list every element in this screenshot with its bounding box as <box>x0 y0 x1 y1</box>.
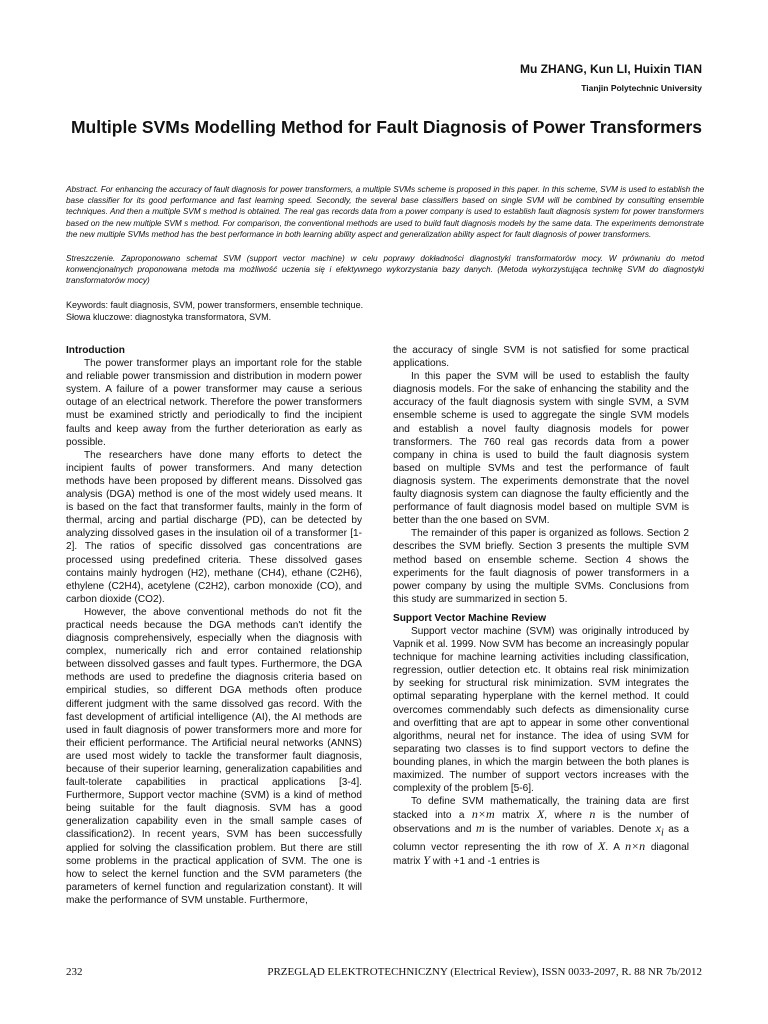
keywords-block <box>66 299 363 323</box>
paper-title: Multiple SVMs Modelling Method for Fault Diagnosis of Power Transformers <box>70 117 702 137</box>
math-subscript-i: i <box>660 827 664 839</box>
streszczenie: Streszczenie. Zaproponowano schemat SVM (support vector machine) w celu poprawy dokładności diagnostyki transformatorów mocy. W prównaniu do metod konwencjonalnych proponowana metoda ma możliwość uczenia się i efektywnego wykorzystania bazy danych. (Metoda wykorzystująca technikę SVM do diagnostyki transformatorów mocy) <box>66 254 704 286</box>
math-n: n <box>589 807 596 822</box>
paragraph: The power transformer plays an important role for the stable and reliable power transmission and distribution in modern power system. A failure of a power transformer may cause a serious outage of an electrical network. Therefore the power transformers must be examined strictly and periodically to find the incipient faults and keep away from the further deterioration as early as possible. <box>66 358 362 448</box>
math-n-by-n: n×n <box>625 838 646 853</box>
paragraph: In this paper the SVM will be used to establish the faulty diagnosis models. For the sake of enhancing the stability and the accuracy of the fault diagnosis system with single SVM, a SVM ensemble scheme is used to aggregate the single SVM models and establish a novel faulty diagnosis models for power transformers. The 760 real gas records data from a power company in china is used to build the fault diagnosis system based on multiple SVMs and test the performance of fault diagnosis system. The experiments demonstrate that the novel faulty diagnosis system can diagnose the faulty efficiently and the performance of fault diagnosis model based on multiple SVM is better than the one based on SVM. <box>393 371 689 527</box>
math-n-by-m: n×m <box>471 807 495 822</box>
math-X: X <box>598 838 606 853</box>
authors: Mu ZHANG, Kun LI, Huixin TIAN <box>520 62 702 76</box>
paragraph: The remainder of this paper is organized as follows. Section 2 describes the SVM briefly. Section 3 presents the multiple SVM method based on ensemble scheme. Section 4 shows the experiments for the fault diagnosis of power transformers in a power company by using the multiple SVMs. Conclusions from this study are summarized in section 5. <box>393 528 689 605</box>
text: matrix <box>502 810 530 822</box>
text: with +1 and -1 entries is <box>432 855 540 867</box>
abstract: Abstract. For enhancing the accuracy of fault diagnosis for power transformers, a multiple SVMs scheme is proposed in this paper. In this scheme, SVM is used to establish the base classifier for its good performance and fast learning speed. Secondly, the several base classifiers based on single SVM will be combined by consulting ensemble techniques. And then a multiple SVM s method is obtained. The real gas records data from a power company is used to establish fault diagnosis system for power transformers based on the new multiple SVM s method. For comparison, the conventional methods are used to build fault diagnosis models by the same data. The experiments demonstrate the new multiple SVMs method has the best performance in both learning ability aspect and generalization ability aspect for fault diagnosis of power transformers. <box>66 185 704 239</box>
math-x-i <box>655 821 664 839</box>
math-Y: Y <box>423 852 430 867</box>
text: To define SVM mathematically, the training data are first stacked into a <box>393 796 689 822</box>
keywords: Keywords: fault diagnosis, SVM, power transformers, ensemble technique. <box>66 300 364 310</box>
text: , where <box>544 810 582 822</box>
math-x: x <box>655 821 661 836</box>
paragraph: the accuracy of single SVM is not satisfied for some practical applications. <box>393 345 689 370</box>
math-X: X <box>536 807 545 822</box>
text: diagonal matrix <box>393 841 689 867</box>
paragraph: Support vector machine (SVM) was originally introduced by Vapnik et al. 1999. Now SVM has become an increasingly popular technique for machine learning activities including classification, regression, outlier detection etc. It obtains real risk minimization by seeking for structural risk minimization. SVM integrates the optimal separating hyperplane with the kernel method. It could overcomes commendably such defects as dimensionality curse and overfitting that are apt to appear in some other conventional algorithms, neural net for instance. The idea of using SVM for separating two classes is to find support vectors to define the bounding planes, in which the margin between the both planes is maximized. The number of support vectors increases with the complexity of the problem [5-6]. <box>393 625 689 795</box>
math-m: m <box>476 821 485 836</box>
paragraph: The researchers have done many efforts to detect the incipient faults of power transformers. And many detection methods have been proposed by different means. Dissolved gas analysis (DGA) method is one of the most widely used means. It is based on the fact that transformer faults, mainly in the form of thermal, arcing and partial discharge (PD), can be detected by analyzing dissolved gases in the insulation oil of a transformer [1-2]. The ratios of specific dissolved gas concentrations are processed using predefined criteria. These dissolved gases contains mainly hydrogen (H2), methane (CH4), ethane (C2H6), ethylene (C2H4), acetylene (C2H2), carbon monoxide (CO), and carbon dioxide (CO2). <box>66 449 362 605</box>
text: is the number of observations and <box>393 810 689 836</box>
section-heading-svm-review: Support Vector Machine Review <box>393 612 547 624</box>
right-column <box>393 344 689 868</box>
affiliation: Tianjin Polytechnic University <box>581 83 702 93</box>
slowa-kluczowe: Słowa kluczowe: diagnostyka transformatora, SVM. <box>66 312 272 322</box>
paragraph-math <box>393 795 689 868</box>
left-column <box>66 344 362 907</box>
paragraph: However, the above conventional methods do not fit the practical needs because the DGA methods can't identify the diagnosis comprehensively, especially when the diagnosis with complex, numerically rich and error contained relationship between dissolved gasses and fault types. Furthermore, the DGA methods are used to predefine the diagnosis criteria based on empirical studies, so different DGA methods often produce different judgment with the same dissolved gas record. With the fast development of artificial intelligence (AI), the AI methods are used in fault diagnosis of power transformers more and more for their efficient performance. The Artificial neural networks (ANNS) are used most widely to tackle the transformer fault diagnosis, because of their superior learning, generalization capabilities and fault-tolerate capabilities in practical applications [3-4]. Furthermore, Support vector machine (SVM) is a kind of method being suitable for the fault diagnosis. SVM has a good generalization capability even in the small sample cases of classification2). In recent years, SVM has been successfully applied for solving the classification problem. But there are still some problems in the practical application of SVM. The one is how to select the kernel function and the SVM parameters (the parameters of kernel function and regularization constant). It will make the performance of SVM unstable. Furthermore, <box>66 606 362 906</box>
journal-footer: PRZEGLĄD ELEKTROTECHNICZNY (Electrical Review), ISSN 0033-2097, R. 88 NR 7b/2012 <box>267 966 702 978</box>
text: . A <box>605 841 620 853</box>
page-number: 232 <box>66 966 83 978</box>
section-heading-introduction: Introduction <box>66 345 125 356</box>
text: is the number of variables. Denote <box>489 824 652 836</box>
text: as a column vector representing the ith row of <box>393 824 689 853</box>
